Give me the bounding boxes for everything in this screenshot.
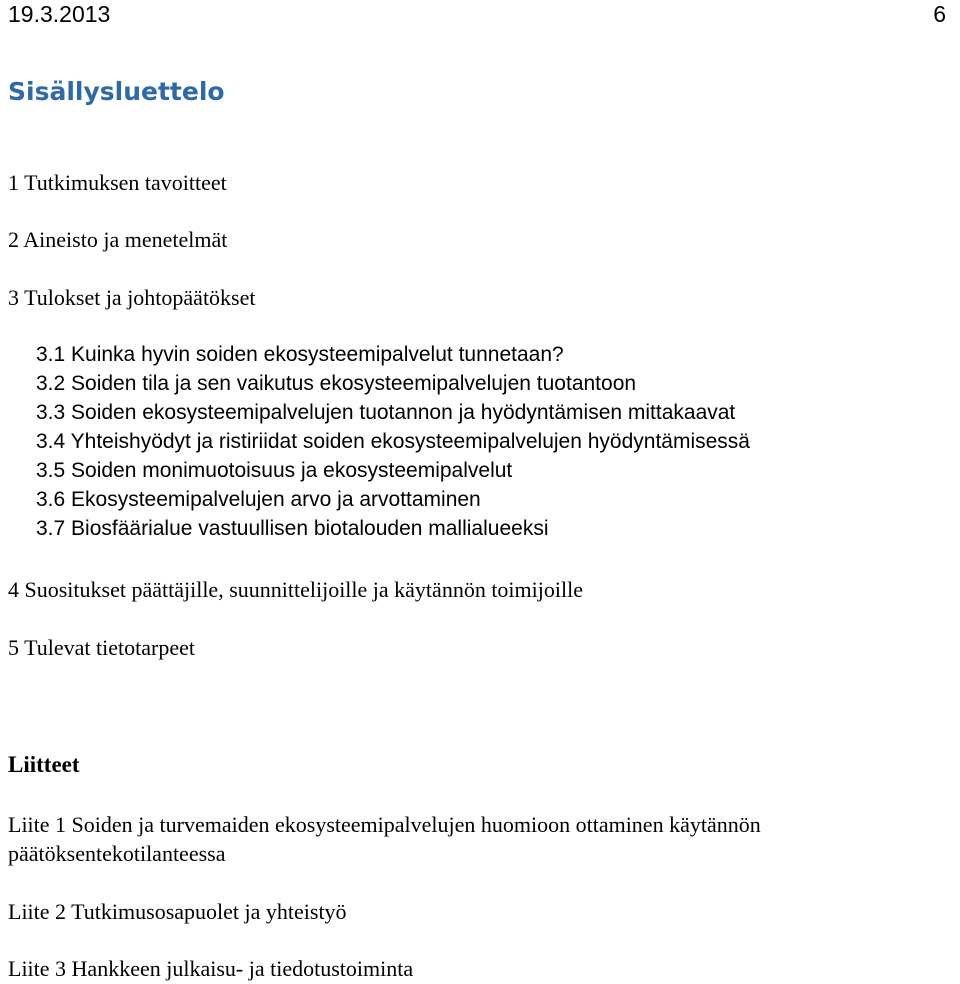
toc-title: Sisällysluettelo (8, 77, 225, 106)
toc-entry-3-1[interactable]: 3.1 Kuinka hyvin soiden ekosysteemipalvelut tunnetaan? (36, 343, 564, 366)
toc-entry-3-6[interactable]: 3.6 Ekosysteemipalvelujen arvo ja arvottaminen (36, 488, 481, 511)
toc-entry-1[interactable]: 1 Tutkimuksen tavoitteet (8, 170, 227, 195)
toc-entry-2[interactable]: 2 Aineisto ja menetelmät (8, 227, 228, 252)
appendices-title: Liitteet (8, 752, 80, 777)
header-date: 19.3.2013 (8, 1, 111, 27)
toc-entry-3[interactable]: 3 Tulokset ja johtopäätökset (8, 285, 256, 310)
toc-entry-4[interactable]: 4 Suositukset päättäjille, suunnittelijoille ja käytännön toimijoille (8, 577, 583, 602)
toc-entry-5[interactable]: 5 Tulevat tietotarpeet (8, 635, 195, 660)
header-page-number: 6 (933, 1, 946, 27)
toc-entry-3-5[interactable]: 3.5 Soiden monimuotoisuus ja ekosysteemipalvelut (36, 459, 513, 482)
toc-entry-3-2[interactable]: 3.2 Soiden tila ja sen vaikutus ekosysteemipalvelujen tuotantoon (36, 372, 637, 395)
toc-entry-3-4[interactable]: 3.4 Yhteishyödyt ja ristiriidat soiden ekosysteemipalvelujen hyödyntämisessä (36, 430, 750, 453)
toc-entry-3-3[interactable]: 3.3 Soiden ekosysteemipalvelujen tuotannon ja hyödyntämisen mittakaavat (36, 401, 736, 424)
appendix-item-3[interactable]: Liite 3 Hankkeen julkaisu- ja tiedotustoiminta (8, 956, 414, 981)
appendix-item-2[interactable]: Liite 2 Tutkimusosapuolet ja yhteistyö (8, 899, 347, 924)
toc-entry-3-7[interactable]: 3.7 Biosfäärialue vastuullisen biotalouden mallialueeksi (36, 517, 549, 540)
appendix-item-1[interactable]: Liite 1 Soiden ja turvemaiden ekosysteemipalvelujen huomioon ottaminen käytännön päätöksentekotilanteessa (8, 812, 761, 866)
